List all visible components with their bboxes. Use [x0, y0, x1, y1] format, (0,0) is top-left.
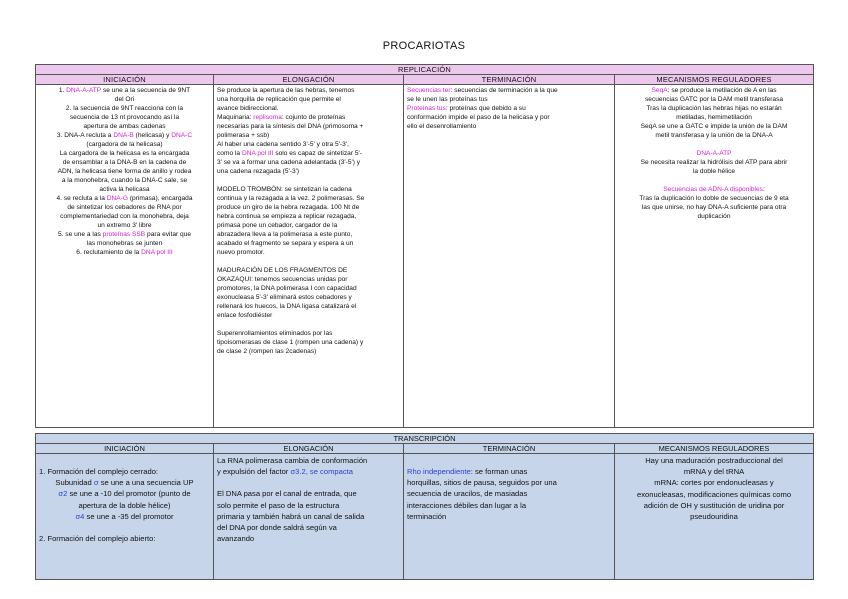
replicacion-section-header: REPLICACIÓN: [36, 65, 814, 75]
transcripcion-table: [35, 433, 814, 580]
replicacion-header-mecanismos: MECANISMOS REGULADORES: [615, 75, 814, 85]
transcripcion-header-terminacion: TERMINACIÓN: [404, 444, 615, 454]
transcripcion-elongacion-cell: La RNA polimerasa cambia de conformación y expulsión del factor σ3.2, se compacta El DNA pasa por el canal de entrada, que solo permite el paso de la estructura primaria y también habrá un canal de salida del DNA por donde saldrá según va avanzando: [214, 454, 404, 580]
replicacion-header-elongacion: ELONGACIÓN: [214, 75, 404, 85]
page-title: PROCARIOTAS: [382, 40, 466, 52]
replicacion-header-iniciacion: INICIACIÓN: [36, 75, 214, 85]
transcripcion-section-header: TRANSCRIPCIÓN: [36, 434, 814, 444]
transcripcion-header-mecanismos: MECANISMOS REGULADORES: [615, 444, 814, 454]
replicacion-mecanismos-cell: SeqA: se produce la metilación de A en las secuencias GATC por la DAM metil transferasa Tras la duplicación las hebras hijas no estarán metiladas, hemimetilación SeqA se une a GATC e impide la unión de la DAM metil transferasa y la unión de la DNA-A DNA-A-ATP Se necesita realizar la hidrólisis del ATP para abrir la doble hélice Secuencias de ADN-A disponibles: Tras la duplicación lo doble de secuencias de 9 eta las que unirse, no hay DNA-A suficiente para otra duplicación: [615, 85, 814, 428]
transcripcion-terminacion-cell: Rho independiente: se forman unas horquillas, sitios de pausa, seguidos por una secuencia de uracilos, de masiadas interacciones débiles dan lugar a la terminación: [404, 454, 615, 580]
replicacion-iniciacion-cell: 1. DNA-A-ATP se une a la secuencia de 9NT del Ori 2. la secuencia de 9NT reacciona con la secuencia de 13 nt provocando así la apertura de ambas cadenas 3. DNA-A recluta a DNA-B (helicasa) y DNA-C (cargadora de la helicasa) La cargadora de la helicasa es la encargada de ensamblar a la DNA-B en la cadena de ADN, la helicasa tiene forma de anillo y rodea a la monohebra, cuando la DNA-C sale, se activa la helicasa 4. se recluta a la DNA-G (primasa), encargada de sintetizar los cebadores de RNA por complementariedad con la monohebra, deja un extremo 3' libre 5. se une a las proteínas SSB para evitar que las monohebras se junten 6. reclutamiento de la DNA pol III: [36, 85, 214, 428]
transcripcion-mecanismos-cell: Hay una maduración postraduccional del mRNA y del tRNA mRNA: cortes por endonucleasas y exonucleasas, modificaciones químicas como adición de OH y sustitución de uridina por pseudouridina: [615, 454, 814, 580]
replicacion-elongacion-cell: Se produce la apertura de las hebras, tenemos una horquilla de replicación que permite el avance bidireccional. Maquinaria: replisoma: cojunto de proteínas necesarias para la síntesis del DNA (primosoma + polimerasa + ssb) Al haber una cadena sentido 3'-5' y otra 5'-3', como la DNA pol III solo es capaz de sintetizar 5'- 3' se va a formar una cadena adelantada (3'-5') y una cadena rezagada (5'-3') MODELO TROMBÓN: se sintetizan la cadena continua y la rezagada a la vez. 2 polimerasas. Se produce un giro de la hebra rezagada. 100 Nt de hebra continua se empieza a replicar rezagada, primasa pone un cebador, cargador de la abrazadera lleva a la polimerasa a este punto, acabado el fragmento se separa y espera a un nuevo promotor. MADURACIÓN DE LOS FRAGMENTOS DE OKAZAQUI: tenemos secuencias unidas por promotores, la DNA polimerasa I con capacidad exonucleasa 5'-3' eliminará estos cebadores y rellenará los huecos, la DNA ligasa catalizará el enlace fosfodiéster Superenrollamientos eliminados por las tipoisomerasas de clase 1 (rompen una cadena) y de clase 2 (rompen las 2cadenas): [214, 85, 404, 428]
transcripcion-iniciacion-cell: 1. Formación del complejo cerrado: Subunidad σ se une a una secuencia UP σ2 se une a -10 del promotor (punto de apertura de la doble hélice) σ4 se une a -35 del promotor 2. Formación del complejo abierto:: [36, 454, 214, 580]
replicacion-table: [35, 64, 814, 428]
transcripcion-header-iniciacion: INICIACIÓN: [36, 444, 214, 454]
replicacion-header-terminacion: TERMINACIÓN: [404, 75, 615, 85]
transcripcion-header-elongacion: ELONGACIÓN: [214, 444, 404, 454]
replicacion-terminacion-cell: Secuencias ter: secuencias de terminación a la que se le unen las proteínas tus Proteínas tus: proteínas que debido a su conformación impide el paso de la helicasa y por ello el desenrollamiento: [404, 85, 615, 428]
